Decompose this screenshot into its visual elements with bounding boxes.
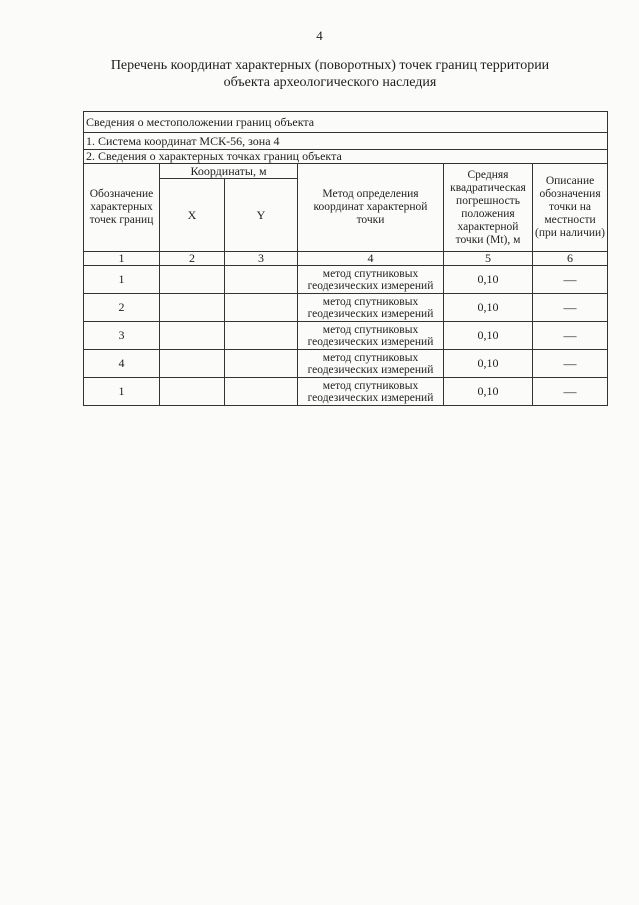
error-value: 0,10 (444, 378, 533, 406)
method-value: метод спутниковых геодезических измерений (298, 322, 444, 350)
x-value (160, 378, 225, 406)
header-description: Описание обозначения точки на местности (при наличии) (533, 164, 608, 252)
method-value: метод спутниковых геодезических измерений (298, 350, 444, 378)
description-value: — (533, 350, 608, 378)
column-number-row (84, 252, 608, 266)
error-value: 0,10 (444, 350, 533, 378)
table-row (84, 378, 608, 406)
header-x: X (160, 179, 225, 252)
page-number: 4 (316, 28, 323, 43)
coordinates-table (83, 111, 608, 406)
header-designation: Обозначение характерных точек границ (84, 164, 160, 252)
y-value (225, 350, 298, 378)
error-value: 0,10 (444, 322, 533, 350)
error-value: 0,10 (444, 294, 533, 322)
header-error: Средняя квадратическая погрешность положения характерной точки (Mt), м (444, 164, 533, 252)
column-number: 6 (533, 252, 608, 266)
y-value (225, 266, 298, 294)
error-value: 0,10 (444, 266, 533, 294)
header-method: Метод определения координат характерной точки (298, 164, 444, 252)
column-number: 2 (160, 252, 225, 266)
y-value (225, 294, 298, 322)
title-line-2: объекта археологического наследия (223, 75, 437, 90)
x-value (160, 294, 225, 322)
x-value (160, 322, 225, 350)
section-location-cell: Сведения о местоположении границ объекта (84, 112, 608, 133)
point-id: 2 (84, 294, 160, 322)
column-number: 3 (225, 252, 298, 266)
point-id: 4 (84, 350, 160, 378)
method-value: метод спутниковых геодезических измерений (298, 266, 444, 294)
method-value: метод спутниковых геодезических измерений (298, 294, 444, 322)
description-value: — (533, 266, 608, 294)
point-id: 1 (84, 378, 160, 406)
table-row (84, 350, 608, 378)
y-value (225, 378, 298, 406)
point-id: 1 (84, 266, 160, 294)
table-row (84, 294, 608, 322)
header-row-top (84, 164, 608, 179)
section-location-row (84, 112, 608, 133)
title-line-1: Перечень координат характерных (поворотных) точек границ территории (110, 58, 550, 73)
table-row (84, 266, 608, 294)
column-number: 1 (84, 252, 160, 266)
description-value: — (533, 378, 608, 406)
table-row (84, 322, 608, 350)
points-section-cell: 2. Сведения о характерных точках границ объекта (84, 150, 608, 164)
point-id: 3 (84, 322, 160, 350)
description-value: — (533, 322, 608, 350)
document-title (60, 57, 600, 91)
y-value (225, 322, 298, 350)
header-coordinates: Координаты, м (160, 164, 298, 179)
method-value: метод спутниковых геодезических измерений (298, 378, 444, 406)
x-value (160, 350, 225, 378)
x-value (160, 266, 225, 294)
description-value: — (533, 294, 608, 322)
column-number: 4 (298, 252, 444, 266)
coordinate-system-cell: 1. Система координат МСК-56, зона 4 (84, 133, 608, 150)
column-number: 5 (444, 252, 533, 266)
points-section-row (84, 150, 608, 164)
header-y: Y (225, 179, 298, 252)
coordinate-system-row (84, 133, 608, 150)
